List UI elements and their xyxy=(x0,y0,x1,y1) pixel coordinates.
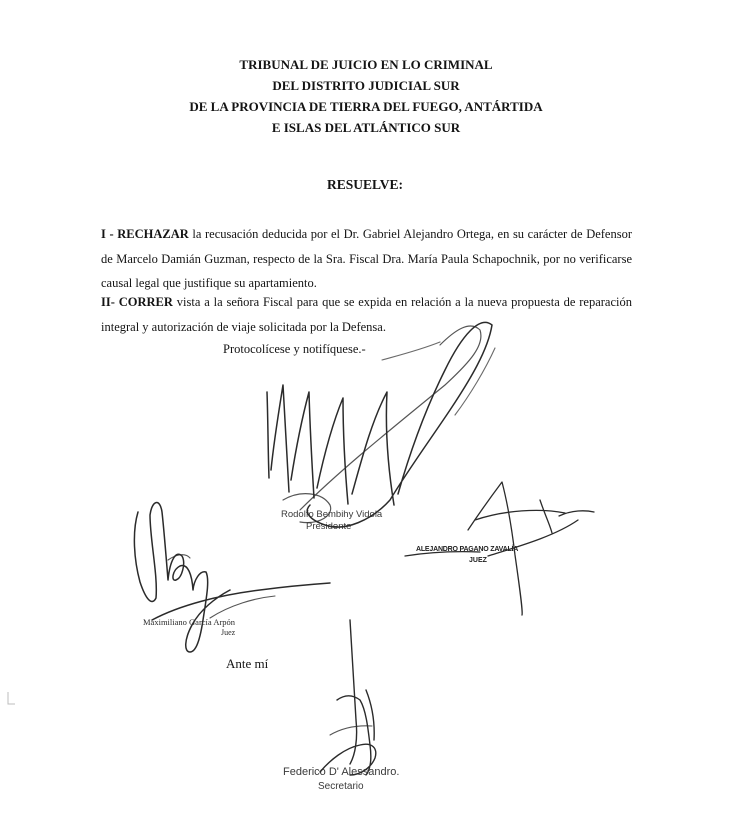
signatory-pagano-name: ALEJANDRO PAGANO ZAVALÍA xyxy=(416,546,519,553)
court-header xyxy=(0,54,730,138)
header-line-2: DEL DISTRITO JUDICIAL SUR xyxy=(272,78,460,93)
resolution-item-2-text: vista a la señora Fiscal para que se expida en relación a la nueva propuesta de reparación integral y autorización de viaje solicitada por la Defensa. xyxy=(101,295,632,334)
resolution-item-2-lead: II- CORRER xyxy=(101,295,173,309)
signatory-federico-role: Secretario xyxy=(318,781,364,792)
header-line-1: TRIBUNAL DE JUICIO EN LO CRIMINAL xyxy=(239,57,493,72)
ante-mi-text: Ante mí xyxy=(226,656,269,671)
resolution-item-1-text: la recusación deducida por el Dr. Gabriel Alejandro Ortega, en su carácter de Defensor de Marcelo Damián Guzman, respecto de la Sra. Fiscal Dra. María Paula Schapochnik, por no verificarse causal legal que justifique su apartamiento. xyxy=(101,227,633,290)
signature-federico xyxy=(320,620,376,775)
signatory-vidola-role: Presidente xyxy=(306,521,352,532)
header-line-4: E ISLAS DEL ATLÁNTICO SUR xyxy=(271,120,461,135)
margin-mark-icon xyxy=(6,690,16,706)
resuelve-heading: RESUELVE: xyxy=(326,177,404,192)
header-line-3: DE LA PROVINCIA DE TIERRA DEL FUEGO, ANTÁRTIDA xyxy=(189,99,543,114)
signatory-garcia-role: Juez xyxy=(221,628,236,637)
resolution-item-1-lead: I - RECHAZAR xyxy=(101,227,189,241)
closing-text: Protocolícese y notifíquese.- xyxy=(223,342,366,356)
signatory-pagano-role: JUEZ xyxy=(469,557,487,564)
resolution-item-1 xyxy=(101,222,632,296)
signatory-garcia-name: Maximiliano García Arpón xyxy=(143,617,236,627)
signatory-vidola-name: Rodolfo Bembihy Vidola xyxy=(281,509,383,520)
signatory-federico-name: Federico D' Alessandro. xyxy=(283,766,400,778)
resolution-item-2 xyxy=(101,290,632,339)
